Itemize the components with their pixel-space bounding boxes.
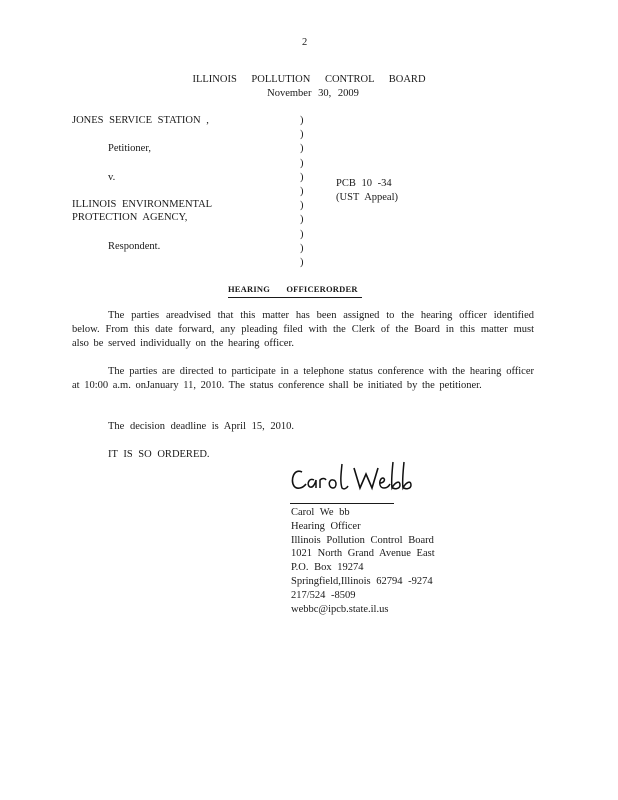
paren: ): [300, 171, 304, 183]
case-number: PCB 10 -34: [336, 178, 392, 189]
caption-parentheses: [300, 114, 304, 270]
signer-title: Hearing Officer: [291, 520, 361, 532]
respondent-line-1: ILLINOIS ENVIRONMENTAL: [72, 199, 213, 210]
paren: ): [300, 257, 304, 269]
paren: ): [300, 143, 304, 155]
document-date: November 30, 2009: [267, 88, 359, 99]
case-type: (UST Appeal): [336, 192, 399, 203]
paragraph-decision-deadline: The decision deadline is April 15, 2010.: [108, 421, 294, 432]
paragraph-so-ordered: IT IS SO ORDERED.: [108, 449, 210, 460]
paren: ): [300, 228, 304, 240]
phone-number: 217/524 -8509: [291, 589, 356, 601]
address-po-box: P.O. Box 19274: [291, 562, 364, 574]
petitioner-role: Petitioner,: [108, 143, 152, 154]
email-address[interactable]: webbc@ipcb.state.il.us: [291, 603, 389, 615]
address-city: Springfield,Illinois 62794 -9274: [291, 575, 433, 587]
document-header: [0, 73, 618, 101]
signer-name: Carol We bb: [291, 507, 350, 518]
address-street: 1021 North Grand Avenue East: [291, 548, 435, 560]
respondent-role: Respondent.: [108, 241, 161, 252]
page-number: 2: [302, 37, 308, 48]
handwritten-signature: [288, 458, 418, 498]
paragraph-assignment: The parties areadvised that this matter has been assigned to the hearing officer identified below. From this date forward, any pleading filed with the Clerk of the Board in this matter must also be served individually on the hearing officer.: [72, 310, 534, 349]
paren: ): [300, 200, 304, 212]
agency-name: ILLINOIS POLLUTION CONTROL BOARD: [192, 74, 426, 85]
paren: ): [300, 214, 304, 226]
respondent-line-2: PROTECTION AGENCY,: [72, 212, 188, 223]
paren: ): [300, 157, 304, 169]
paren: ): [300, 115, 304, 126]
signature-block: [291, 506, 435, 616]
paren: ): [300, 242, 304, 254]
signature-line: [290, 503, 394, 504]
signer-organization: Illinois Pollution Control Board: [291, 534, 434, 546]
paragraph-status-conference: The parties are directed to participate in a telephone status conference with the hearing officer at 10:00 a.m. onJanuary 11, 2010. The status conference shall be initiated by the petitioner.: [72, 366, 534, 391]
order-title: HEARING OFFICERORDER: [228, 282, 362, 298]
petitioner-name: JONES SERVICE STATION ,: [72, 115, 209, 126]
paren: ): [300, 129, 304, 141]
versus-label: v.: [108, 172, 116, 183]
paren: ): [300, 186, 304, 198]
case-number-block: [336, 177, 398, 205]
